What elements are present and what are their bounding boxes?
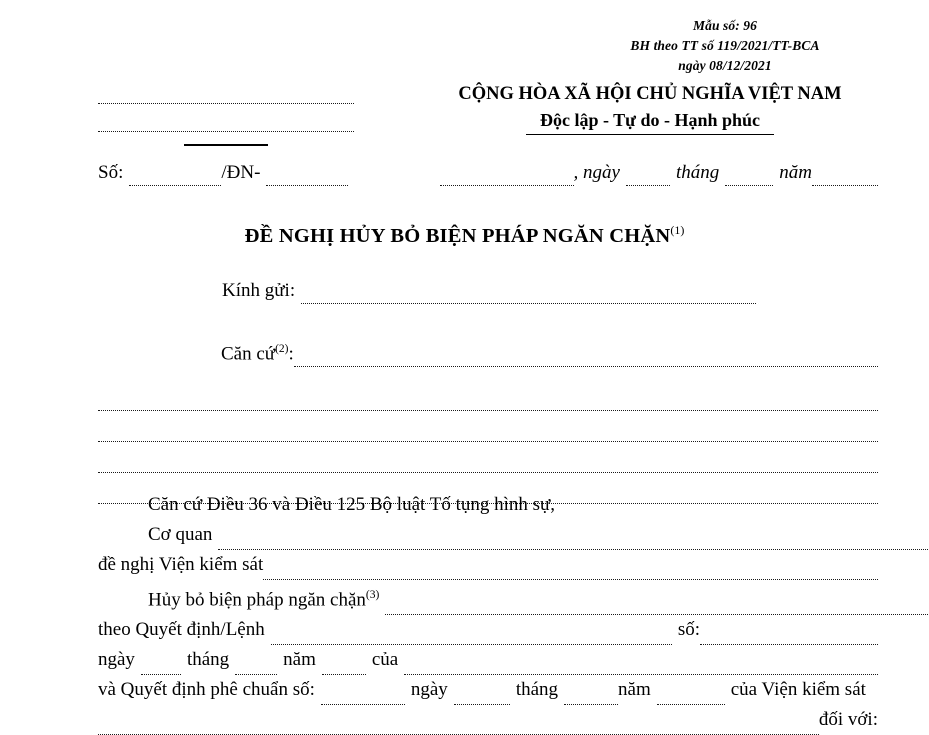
recipient-label: Kính gửi: bbox=[222, 280, 296, 301]
basis-blank-line[interactable] bbox=[98, 442, 878, 473]
basis-line bbox=[98, 336, 878, 367]
approval-of-label: của Viện kiểm sát bbox=[730, 679, 866, 701]
decision-of-input[interactable] bbox=[404, 659, 878, 675]
date-nam-label: năm bbox=[779, 162, 812, 183]
decision-input[interactable] bbox=[271, 629, 672, 645]
recipient-input[interactable] bbox=[301, 288, 756, 304]
reference-number-line bbox=[98, 160, 348, 186]
subject-prefix-input[interactable] bbox=[98, 719, 819, 735]
form-code-line-2: BH theo TT số 119/2021/TT-BCA bbox=[630, 38, 820, 53]
dn-code-input[interactable] bbox=[266, 170, 348, 186]
approval-line bbox=[98, 675, 878, 705]
agency-input[interactable] bbox=[218, 534, 928, 550]
date-thang-label: tháng bbox=[675, 162, 720, 183]
decision-month-label: tháng bbox=[186, 649, 230, 671]
decision-number-input[interactable] bbox=[700, 629, 878, 645]
approval-month-label: tháng bbox=[515, 679, 559, 701]
recipient-line bbox=[222, 278, 756, 304]
basis-blank-line[interactable] bbox=[98, 411, 878, 442]
issuing-agency-block bbox=[98, 88, 354, 146]
agency-line bbox=[98, 520, 928, 550]
issuing-agency-field-2[interactable] bbox=[98, 116, 354, 132]
basis-footnote: (2) bbox=[275, 343, 289, 355]
national-motto: Độc lập - Tự do - Hạnh phúc bbox=[526, 108, 774, 135]
decision-of-label: của bbox=[371, 649, 399, 671]
legal-basis-line: Căn cứ Điều 36 và Điều 125 Bộ luật Tố tụng hình sự, bbox=[148, 494, 556, 515]
decision-line bbox=[98, 615, 878, 645]
dn-label: /ĐN- bbox=[221, 162, 261, 183]
decision-label: theo Quyết định/Lệnh bbox=[98, 619, 265, 641]
basis-blank-lines bbox=[98, 380, 878, 504]
request-line bbox=[98, 550, 878, 580]
decision-date-line bbox=[98, 645, 878, 675]
request-input[interactable] bbox=[263, 564, 878, 580]
date-day-input[interactable] bbox=[626, 170, 670, 186]
approval-year-input[interactable] bbox=[657, 689, 725, 705]
date-year-input[interactable] bbox=[812, 170, 878, 186]
decision-month-input[interactable] bbox=[235, 659, 277, 675]
decision-year-input[interactable] bbox=[322, 659, 366, 675]
form-code-block bbox=[560, 16, 890, 76]
form-code-line-1: Mẫu số: 96 bbox=[692, 18, 757, 33]
agency-label: Cơ quan bbox=[148, 524, 213, 545]
page-title bbox=[0, 216, 929, 250]
date-ngay-label: , ngày bbox=[573, 162, 620, 183]
cancel-measure-label: Hủy bỏ biện pháp ngăn chặn bbox=[148, 589, 366, 611]
form-code-line-3: ngày 08/12/2021 bbox=[678, 58, 772, 73]
request-label: đề nghị Viện kiểm sát bbox=[98, 554, 264, 575]
decision-day-input[interactable] bbox=[141, 659, 181, 675]
subject-line bbox=[98, 705, 878, 735]
so-number-input[interactable] bbox=[129, 170, 221, 186]
issuing-agency-field-1[interactable] bbox=[98, 88, 354, 104]
page-title-footnote: (1) bbox=[670, 223, 685, 237]
basis-label: Căn cứ bbox=[221, 343, 276, 365]
basis-input[interactable] bbox=[294, 351, 878, 367]
approval-month-input[interactable] bbox=[564, 689, 618, 705]
basis-blank-line[interactable] bbox=[98, 380, 878, 411]
decision-year-label: năm bbox=[283, 649, 316, 671]
cancel-measure-input[interactable] bbox=[385, 599, 928, 615]
page-title-text: ĐỀ NGHỊ HỦY BỎ BIỆN PHÁP NGĂN CHẶN bbox=[244, 224, 671, 247]
subject-label: đối với: bbox=[818, 709, 878, 731]
country-name: CỘNG HÒA XÃ HỘI CHỦ NGHĨA VIỆT NAM bbox=[458, 84, 842, 104]
cancel-measure-line bbox=[98, 580, 928, 615]
national-heading bbox=[400, 82, 900, 135]
place-date-line bbox=[440, 160, 878, 186]
place-input[interactable] bbox=[440, 170, 574, 186]
approval-label: và Quyết định phê chuẩn số: bbox=[98, 679, 315, 701]
decision-day-label: ngày bbox=[98, 649, 135, 671]
basis-colon: : bbox=[288, 343, 294, 365]
cancel-measure-footnote: (3) bbox=[365, 589, 380, 601]
approval-number-input[interactable] bbox=[321, 689, 405, 705]
so-label: Số: bbox=[98, 162, 124, 183]
issuing-agency-divider bbox=[184, 144, 268, 146]
body-content bbox=[98, 490, 878, 735]
date-month-input[interactable] bbox=[725, 170, 773, 186]
approval-year-label: năm bbox=[618, 679, 651, 701]
decision-number-label: số: bbox=[677, 619, 700, 641]
approval-day-input[interactable] bbox=[454, 689, 510, 705]
approval-day-label: ngày bbox=[410, 679, 448, 701]
